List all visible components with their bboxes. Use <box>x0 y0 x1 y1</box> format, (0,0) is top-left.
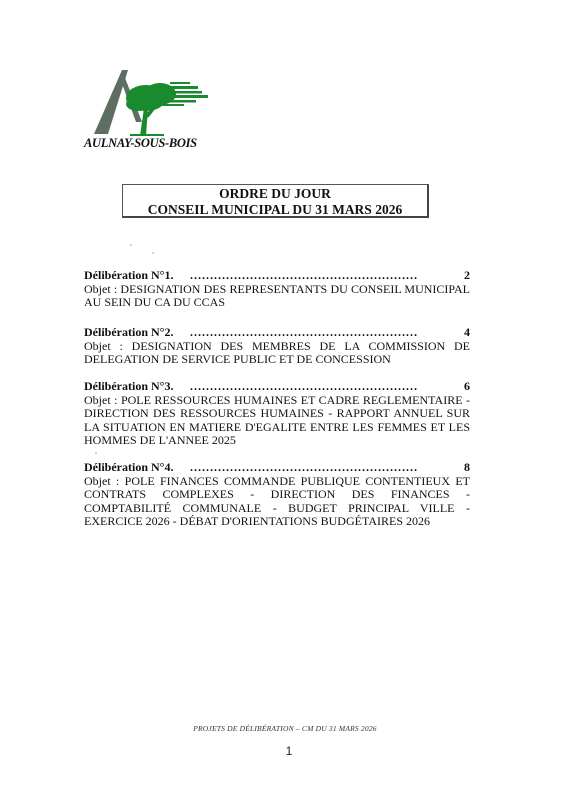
scan-speck <box>152 252 154 254</box>
agenda-item <box>84 461 470 529</box>
agenda-item <box>84 269 470 310</box>
item-label: Délibération N°2. <box>84 325 174 339</box>
item-leader-dots: ………………………………………………… <box>189 460 418 474</box>
scan-speck <box>130 244 132 246</box>
item-label: Délibération N°4. <box>84 460 174 474</box>
item-page-number: 4 <box>464 325 470 339</box>
agenda-item <box>84 380 470 448</box>
item-subject: Objet : POLE FINANCES COMMANDE PUBLIQUE CONTENTIEUX ET CONTRATS COMPLEXES - DIRECTION DES FINANCES - COMPTABILITÉ COMMUNALE - BUDGET PRINCIPAL VILLE - EXERCICE 2026 - DÉBAT D'ORIENTATIONS BUDGÉTAIRES 2026 <box>84 473 470 528</box>
item-page-number: 8 <box>464 460 470 474</box>
item-subject: Objet : POLE RESSOURCES HUMAINES ET CADRE REGLEMENTAIRE - DIRECTION DES RESSOURCES HUMAINES - RAPPORT ANNUEL SUR LA SITUATION EN MATIERE D'EGALITE ENTRE LES FEMMES ET LES HOMMES DE L'ANNEE 2025 <box>84 392 470 447</box>
logo-caption: AULNAY-SOUS-BOIS <box>84 136 197 150</box>
title-line-2: CONSEIL MUNICIPAL DU 31 MARS 2026 <box>147 202 403 217</box>
item-page-number: 2 <box>464 268 470 282</box>
item-subject: Objet : DESIGNATION DES MEMBRES DE LA COMMISSION DE DELEGATION DE SERVICE PUBLIC ET DE CONCESSION <box>84 338 470 366</box>
page-number: 1 <box>285 744 293 758</box>
footer-text: PROJETS DE DÉLIBÉRATION – CM DU 31 MARS 2026 <box>193 724 377 733</box>
item-page-number: 6 <box>464 379 470 393</box>
title-line-1: ORDRE DU JOUR <box>219 186 331 201</box>
item-label: Délibération N°3. <box>84 379 174 393</box>
item-leader-dots: ………………………………………………… <box>189 268 418 282</box>
tree-logo-icon <box>84 64 214 144</box>
item-label: Délibération N°1. <box>84 268 174 282</box>
item-subject: Objet : DESIGNATION DES REPRESENTANTS DU CONSEIL MUNICIPAL AU SEIN DU CA DU CCAS <box>84 281 470 309</box>
agenda-title-box <box>122 184 429 218</box>
scan-speck <box>95 452 97 454</box>
item-leader-dots: ………………………………………………… <box>189 379 418 393</box>
agenda-item <box>84 326 470 367</box>
item-leader-dots: ………………………………………………… <box>189 325 418 339</box>
